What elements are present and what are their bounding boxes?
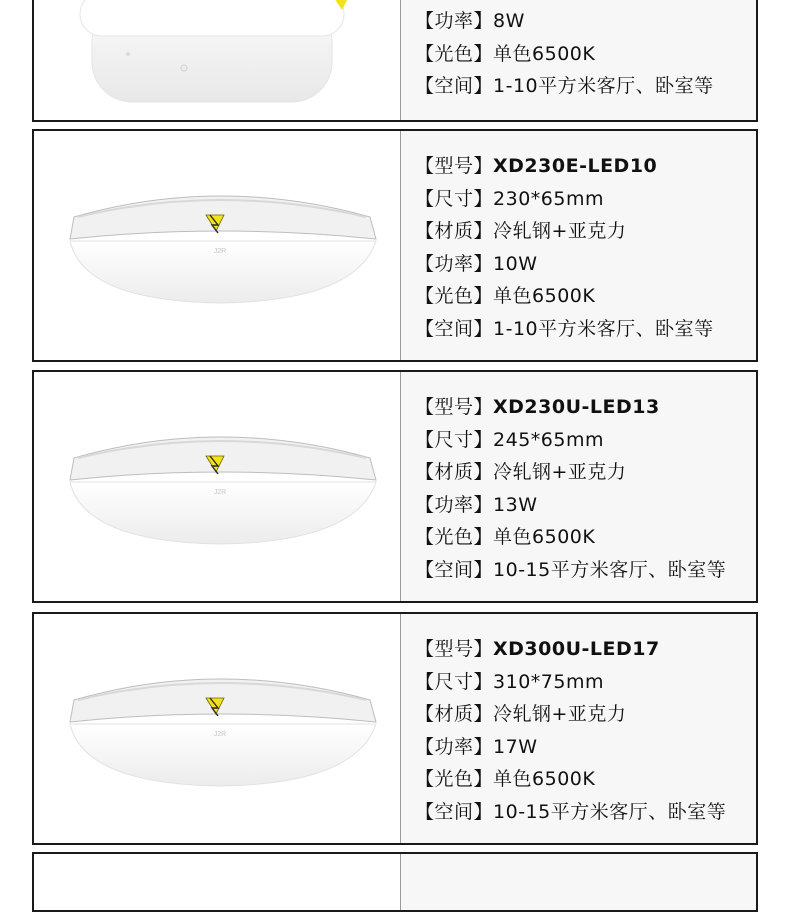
spec-model: 【型号】XD230U-LED13 <box>415 396 660 418</box>
svg-text:J2R: J2R <box>213 248 227 255</box>
product-image <box>34 131 400 360</box>
spec-light-color: 【光色】单色6500K <box>415 43 596 65</box>
spec-space: 【空间】1-10平方米客厅、卧室等 <box>415 318 714 340</box>
spec-light-color: 【光色】单色6500K <box>415 526 596 548</box>
spec-size: 【尺寸】310*75mm <box>415 671 604 693</box>
spec-space: 【空间】10-15平方米客厅、卧室等 <box>415 801 727 823</box>
spec-model: 【型号】XD230E-LED10 <box>415 155 658 177</box>
spec-size: 【尺寸】245*65mm <box>415 429 604 451</box>
spec-size: 【尺寸】230*65mm <box>415 188 604 210</box>
spec-space: 【空间】10-15平方米客厅、卧室等 <box>415 559 727 581</box>
svg-text:J2R: J2R <box>213 731 227 738</box>
spec-material: 【材质】冷轧钢+亚克力 <box>415 220 627 242</box>
spec-light-color: 【光色】单色6500K <box>415 285 596 307</box>
spec-power: 【功率】17W <box>415 736 538 758</box>
spec-panel <box>401 131 756 360</box>
spec-light-color: 【光色】单色6500K <box>415 768 596 790</box>
spec-panel <box>401 372 756 601</box>
product-card <box>32 852 758 912</box>
spec-power: 【功率】8W <box>415 10 525 32</box>
product-card <box>32 370 758 603</box>
spec-power: 【功率】10W <box>415 253 538 275</box>
product-image <box>34 854 400 910</box>
product-image <box>34 614 400 843</box>
product-image <box>34 0 400 120</box>
product-card <box>32 0 758 122</box>
spec-material: 【材质】冷轧钢+亚克力 <box>415 461 627 483</box>
spec-panel <box>401 614 756 843</box>
spec-panel <box>401 854 756 910</box>
spec-material: 【材质】冷轧钢+亚克力 <box>415 703 627 725</box>
svg-text:J2R: J2R <box>213 489 227 496</box>
product-card <box>32 129 758 362</box>
spec-model: 【型号】XD300U-LED17 <box>415 638 660 660</box>
product-card <box>32 612 758 845</box>
product-image <box>34 372 400 601</box>
spec-panel <box>401 0 756 120</box>
spec-space: 【空间】1-10平方米客厅、卧室等 <box>415 75 714 97</box>
spec-power: 【功率】13W <box>415 494 538 516</box>
